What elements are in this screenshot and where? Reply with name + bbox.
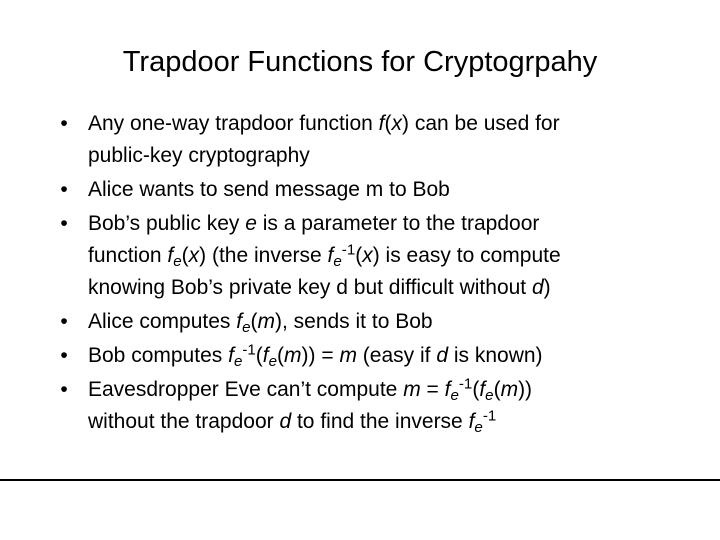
text-segment: ( (255, 344, 263, 367)
text-segment: e (173, 253, 182, 271)
text-segment: m (257, 310, 275, 333)
bullet-marker: • (60, 310, 68, 333)
bullet-item (54, 340, 694, 372)
text-segment: e (450, 387, 459, 405)
text-segment: e (233, 353, 243, 371)
text-segment: ( (472, 378, 480, 401)
text-segment: to find the inverse (291, 410, 469, 433)
text-segment: -1 (341, 241, 356, 259)
text-segment: f (444, 378, 451, 401)
text-segment: f (167, 244, 174, 267)
bullet-marker: • (60, 378, 68, 401)
text-segment: knowing Bob’s private key d but difficult without (88, 276, 532, 299)
bullet-line (88, 340, 694, 372)
bullet-line (88, 174, 694, 206)
bullet-marker: • (60, 178, 68, 201)
text-segment: ( (277, 344, 285, 367)
text-segment: ( (493, 378, 501, 401)
bullet-line (88, 140, 694, 172)
text-segment: ) can be used for (402, 112, 560, 135)
text-segment: Eavesdropper Eve can’t compute (88, 378, 404, 401)
text-segment: d (436, 344, 448, 367)
text-segment: d (531, 276, 544, 299)
bullet-line (88, 208, 694, 240)
text-segment: public-key cryptography (88, 144, 310, 167)
text-segment: e (242, 319, 251, 337)
bullet-marker: • (60, 344, 68, 367)
text-segment: f (468, 410, 475, 433)
text-segment: -1 (458, 375, 473, 393)
bullet-line (88, 272, 694, 304)
text-segment: ), sends it to Bob (274, 310, 433, 333)
bullet-item (54, 174, 694, 206)
text-segment: e (333, 253, 342, 271)
text-segment: f (327, 244, 334, 267)
text-segment: without the trapdoor (88, 410, 280, 433)
text-segment: = (420, 378, 445, 401)
bullet-line (88, 374, 694, 406)
text-segment: Bob computes (88, 344, 229, 367)
bullet-line (88, 406, 694, 438)
text-segment: x (391, 112, 403, 135)
text-segment: x (362, 244, 373, 267)
text-segment: e (474, 419, 483, 437)
text-segment: m (284, 344, 302, 367)
text-segment: f (228, 344, 234, 367)
bullet-marker: • (60, 112, 68, 135)
bullet-item (54, 108, 694, 172)
text-segment: ( (181, 244, 189, 267)
text-segment: f (236, 310, 243, 333)
text-segment: Alice wants to send message m to Bob (88, 178, 450, 201)
text-segment: (easy if (356, 344, 437, 367)
text-segment: Bob’s public key (88, 212, 246, 235)
text-segment: is a parameter to the trapdoor (256, 212, 540, 235)
footer-divider (0, 479, 720, 481)
text-segment: ) (the inverse (199, 244, 328, 267)
bullet-item (54, 374, 694, 438)
bullet-line (88, 108, 694, 140)
text-segment: f (262, 344, 269, 367)
text-segment: ( (355, 244, 363, 267)
text-segment: Any one-way trapdoor function (88, 112, 379, 135)
text-segment: d (279, 410, 292, 433)
text-segment: e (485, 387, 494, 405)
bullet-line (88, 240, 694, 272)
text-segment: Alice computes (88, 310, 237, 333)
text-segment: ) (543, 276, 551, 299)
text-segment: )) (518, 378, 533, 401)
bullet-item (54, 208, 694, 304)
text-segment: function (88, 244, 168, 267)
text-segment: f (479, 378, 486, 401)
text-segment: )) = (301, 344, 340, 367)
text-segment: ( (384, 112, 392, 135)
text-segment: is known) (448, 344, 543, 367)
text-segment: -1 (242, 341, 256, 359)
slide-title: Trapdoor Functions for Cryptogrpahy (122, 46, 598, 78)
text-segment: ) is easy to compute (372, 244, 561, 267)
text-segment: m (500, 378, 519, 401)
bullet-line (88, 306, 694, 338)
text-segment: e (268, 353, 278, 371)
text-segment: m (339, 344, 357, 367)
bullet-marker: • (60, 212, 68, 235)
text-segment: -1 (482, 407, 497, 425)
bullet-list (54, 108, 694, 440)
text-segment: m (403, 378, 421, 401)
text-segment: e (245, 212, 257, 235)
text-segment: x (188, 244, 200, 267)
text-segment: ( (250, 310, 258, 333)
bullet-item (54, 306, 694, 338)
text-segment: f (378, 112, 385, 135)
